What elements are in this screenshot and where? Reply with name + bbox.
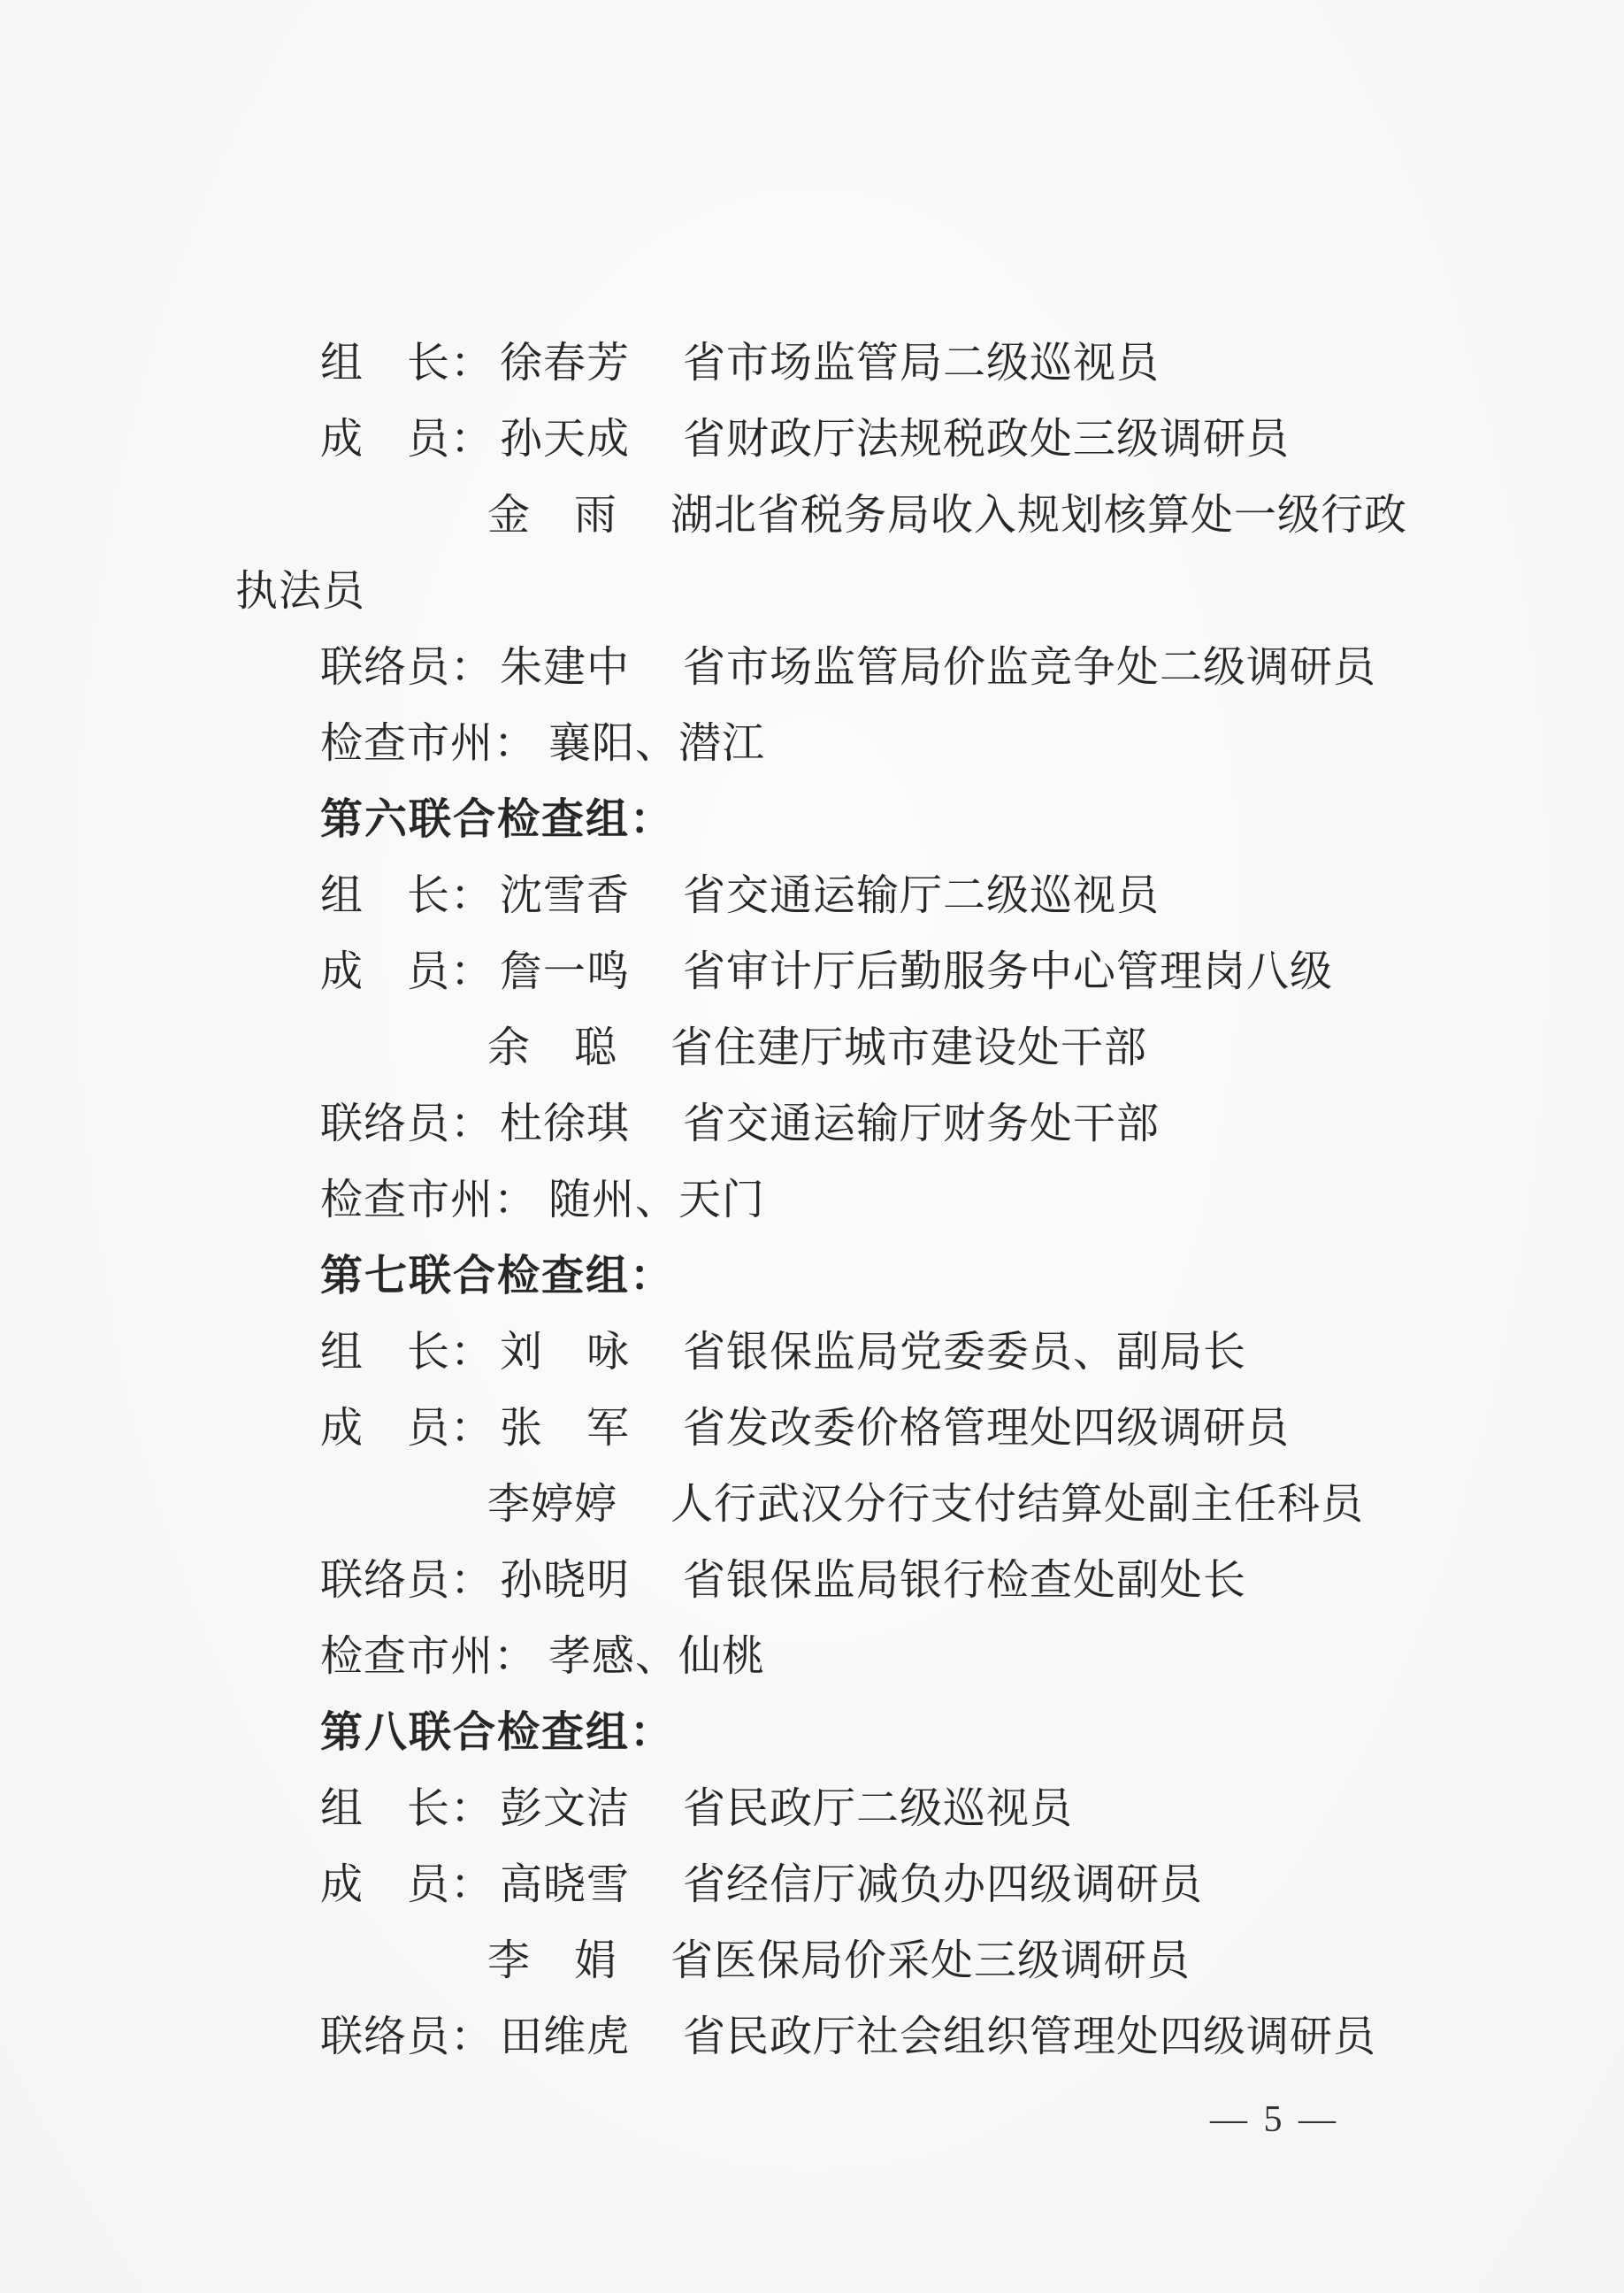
document-line bbox=[235, 554, 1465, 630]
person-name: 孙晓明 bbox=[500, 1557, 631, 1604]
document-line bbox=[235, 1695, 1465, 1771]
document-line bbox=[235, 1619, 1465, 1695]
person-name: 李婷婷 bbox=[487, 1481, 618, 1528]
role-label: 成 员： bbox=[320, 1861, 494, 1908]
line-text: 随州、天门 bbox=[548, 1177, 766, 1223]
line-text: 省银保监局党委委员、副局长 bbox=[683, 1329, 1247, 1376]
line-text: 省经信厅减负办四级调研员 bbox=[683, 1861, 1204, 1908]
role-label: 组 长： bbox=[320, 340, 494, 387]
role-label: 成 员： bbox=[320, 1405, 494, 1452]
role-label: 组 长： bbox=[320, 1785, 494, 1832]
document-line bbox=[235, 326, 1465, 402]
role-label: 联络员： bbox=[320, 1100, 494, 1147]
document-line bbox=[235, 1999, 1465, 2075]
document-line bbox=[235, 1239, 1465, 1315]
line-text: 人行武汉分行支付结算处副主任科员 bbox=[670, 1481, 1365, 1528]
document-line bbox=[235, 1847, 1465, 1923]
person-name: 高晓雪 bbox=[500, 1861, 631, 1908]
person-name: 彭文洁 bbox=[500, 1785, 631, 1832]
document-line bbox=[235, 478, 1465, 554]
line-text: 省交通运输厅财务处干部 bbox=[683, 1100, 1161, 1147]
line-text: 第八联合检查组： bbox=[320, 1709, 675, 1756]
document-line bbox=[235, 402, 1465, 478]
document-line bbox=[235, 1315, 1465, 1391]
document-line bbox=[235, 1467, 1465, 1543]
role-label: 联络员： bbox=[320, 644, 494, 691]
person-name: 朱建中 bbox=[500, 644, 631, 691]
document-line bbox=[235, 1086, 1465, 1162]
document-line bbox=[235, 1923, 1465, 1999]
line-text: 省民政厅二级巡视员 bbox=[683, 1785, 1074, 1832]
person-name: 沈雪香 bbox=[500, 872, 631, 919]
line-text: 湖北省税务局收入规划核算处一级行政 bbox=[670, 492, 1408, 539]
role-label: 检查市州： bbox=[320, 1633, 538, 1680]
line-text: 执法员 bbox=[235, 568, 366, 615]
line-text: 第六联合检查组： bbox=[320, 796, 675, 843]
role-label: 组 长： bbox=[320, 872, 494, 919]
line-text: 省审计厅后勤服务中心管理岗八级 bbox=[683, 948, 1334, 995]
role-label: 成 员： bbox=[320, 416, 494, 463]
document-line bbox=[235, 858, 1465, 934]
person-name: 杜徐琪 bbox=[500, 1100, 631, 1147]
document-line bbox=[235, 1543, 1465, 1619]
document-line bbox=[235, 1391, 1465, 1467]
role-label: 检查市州： bbox=[320, 1177, 538, 1223]
document-line bbox=[235, 934, 1465, 1010]
document-line bbox=[235, 630, 1465, 706]
line-text: 省市场监管局价监竞争处二级调研员 bbox=[683, 644, 1377, 691]
role-label: 组 长： bbox=[320, 1329, 494, 1376]
person-name: 詹一鸣 bbox=[500, 948, 631, 995]
line-text: 襄阳、潜江 bbox=[548, 720, 766, 767]
person-name: 余 聪 bbox=[487, 1024, 618, 1071]
document-line bbox=[235, 1162, 1465, 1239]
line-text: 省民政厅社会组织管理处四级调研员 bbox=[683, 2013, 1377, 2060]
person-name: 孙天成 bbox=[500, 416, 631, 463]
line-text: 省住建厅城市建设处干部 bbox=[670, 1024, 1148, 1071]
person-name: 田维虎 bbox=[500, 2013, 631, 2060]
person-name: 金 雨 bbox=[487, 492, 618, 539]
person-name: 李 娟 bbox=[487, 1937, 618, 1984]
line-text: 省医保局价采处三级调研员 bbox=[670, 1937, 1191, 1984]
role-label: 联络员： bbox=[320, 2013, 494, 2060]
person-name: 徐春芳 bbox=[500, 340, 631, 387]
document-line bbox=[235, 706, 1465, 782]
line-text: 省发改委价格管理处四级调研员 bbox=[683, 1405, 1291, 1452]
role-label: 成 员： bbox=[320, 948, 494, 995]
person-name: 刘 咏 bbox=[500, 1329, 631, 1376]
document-line bbox=[235, 1010, 1465, 1086]
line-text: 省银保监局银行检查处副处长 bbox=[683, 1557, 1247, 1604]
line-text: 省交通运输厅二级巡视员 bbox=[683, 872, 1161, 919]
line-text: 省市场监管局二级巡视员 bbox=[683, 340, 1161, 387]
document-line bbox=[235, 1771, 1465, 1847]
line-text: 第七联合检查组： bbox=[320, 1253, 675, 1300]
document-line bbox=[235, 782, 1465, 858]
person-name: 张 军 bbox=[500, 1405, 631, 1452]
role-label: 联络员： bbox=[320, 1557, 494, 1604]
page-number: — 5 — bbox=[1210, 2099, 1339, 2140]
line-text: 省财政厅法规税政处三级调研员 bbox=[683, 416, 1291, 463]
line-text: 孝感、仙桃 bbox=[548, 1633, 766, 1680]
role-label: 检查市州： bbox=[320, 720, 538, 767]
